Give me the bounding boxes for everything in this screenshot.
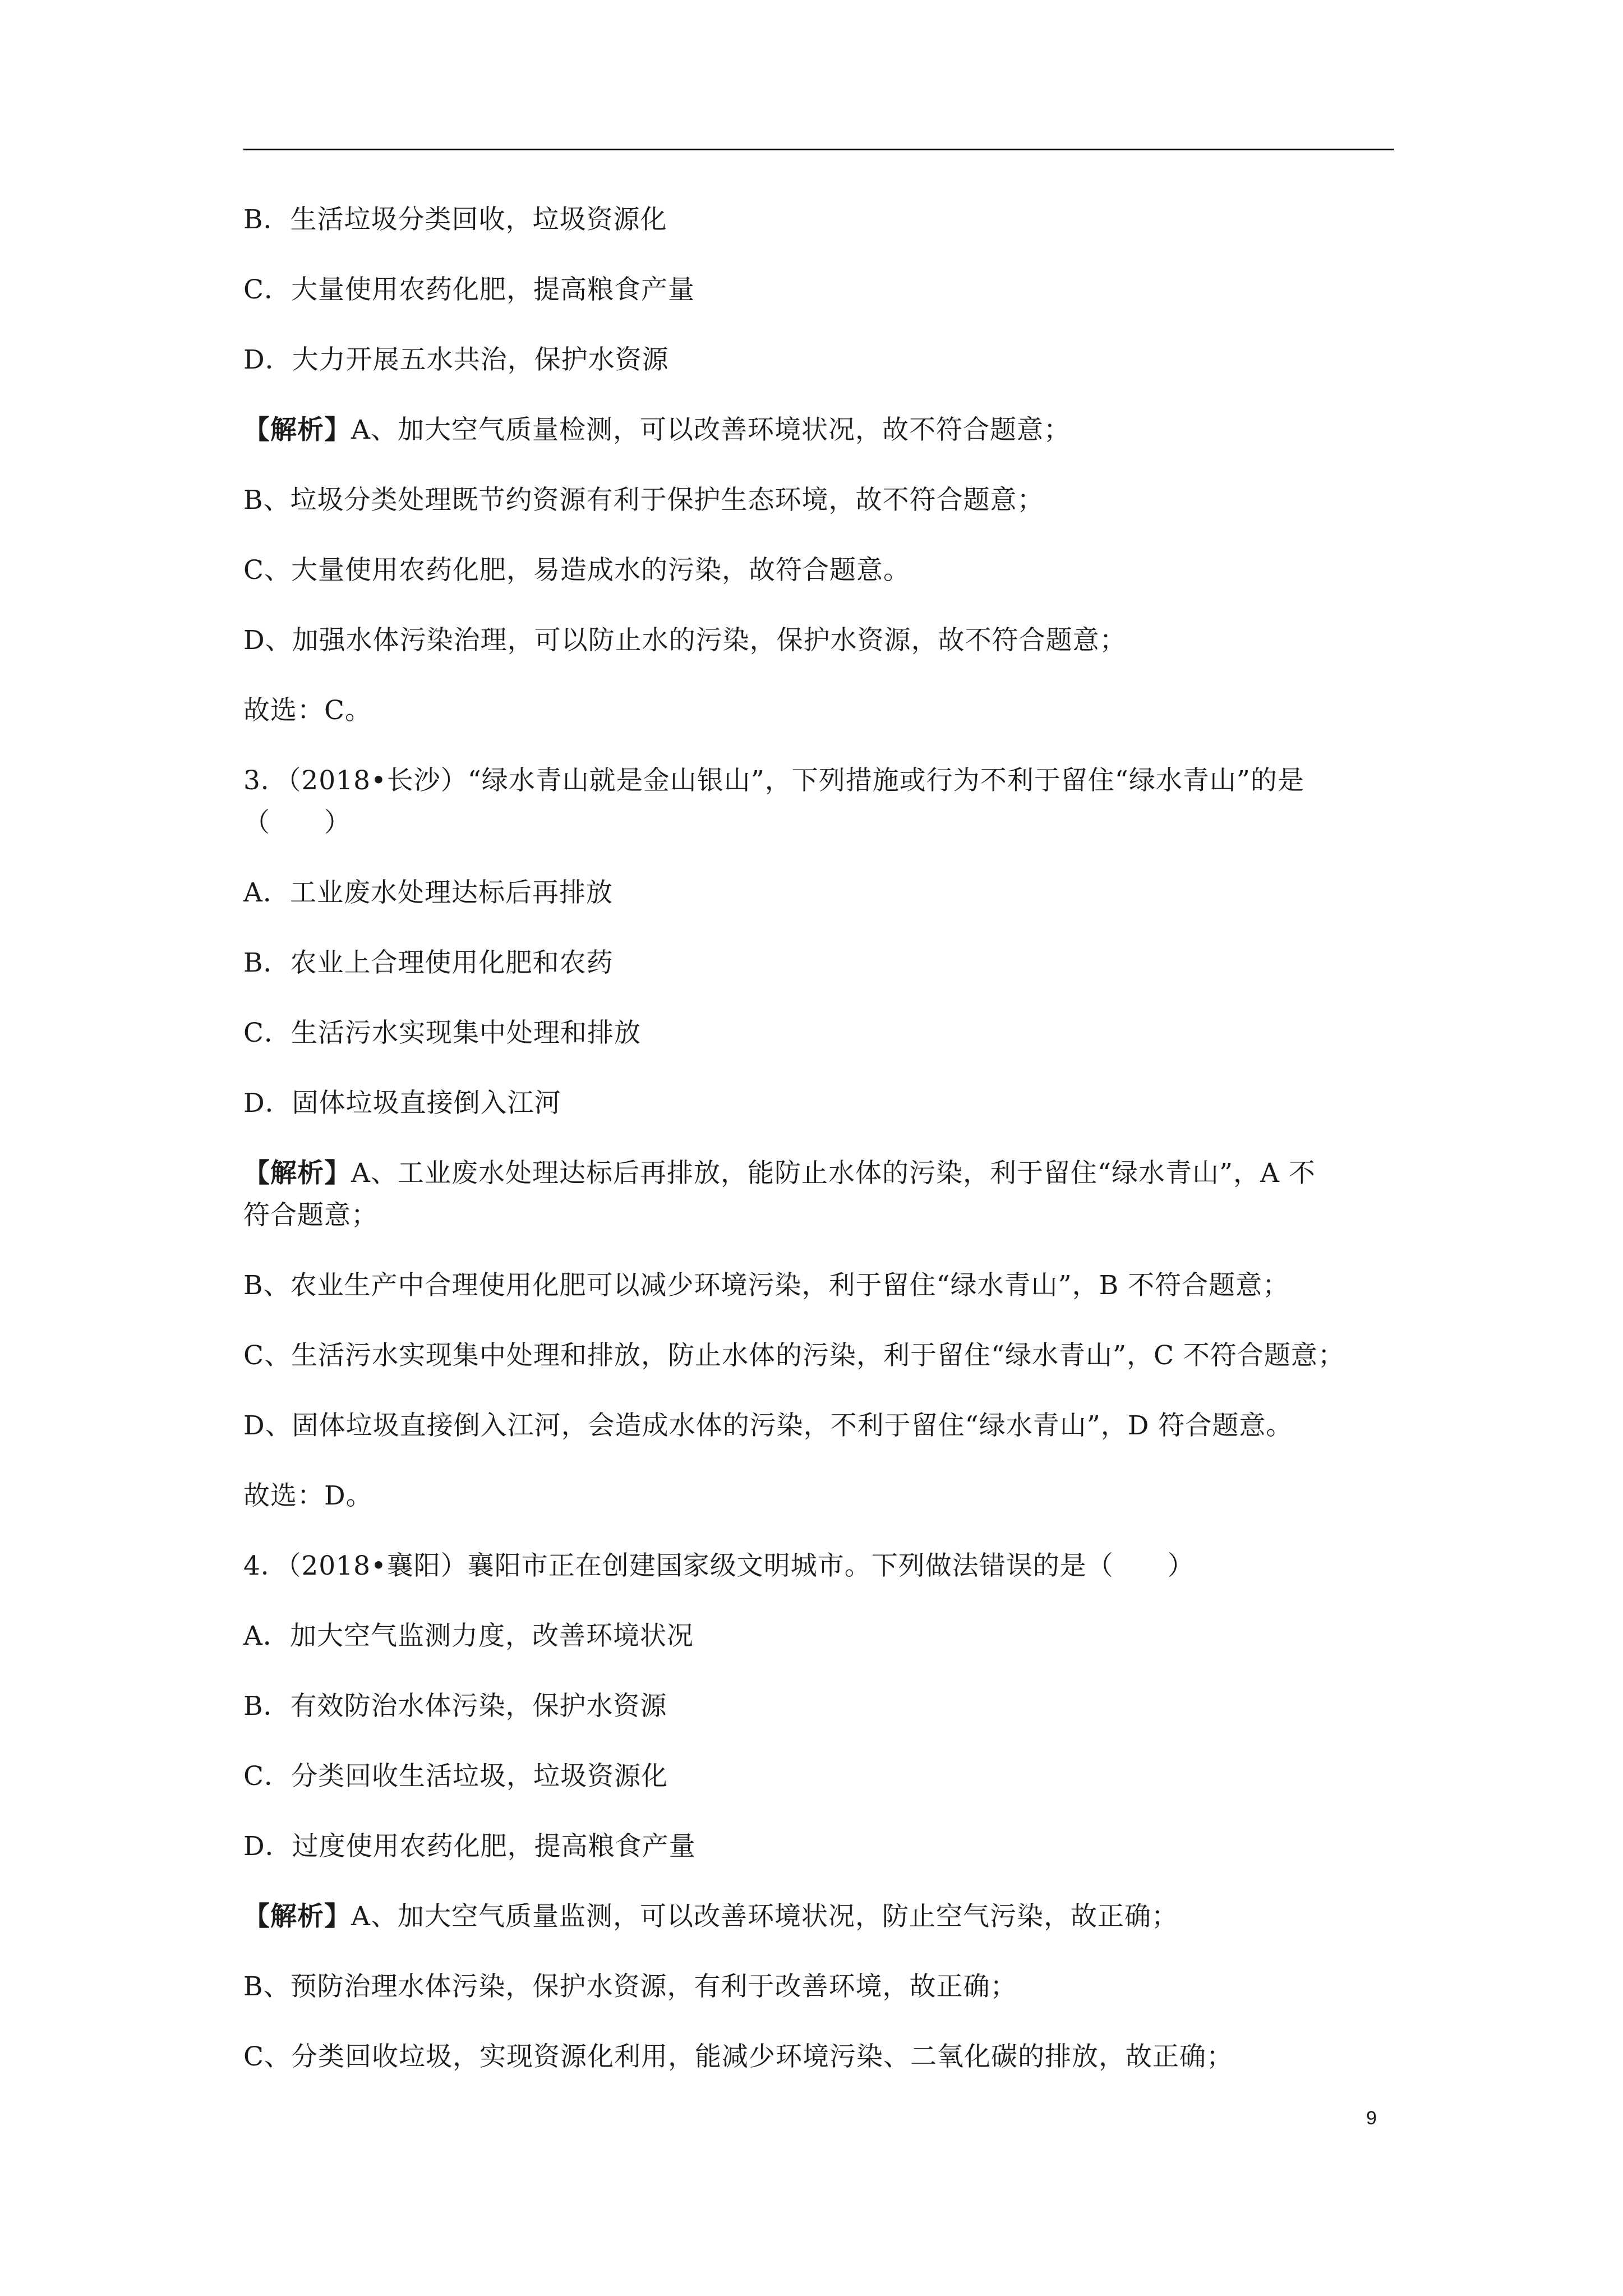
option-line: A．工业废水处理达标后再排放 [243, 877, 613, 908]
analysis-line: C、分类回收垃圾，实现资源化利用，能减少环境污染、二氧化碳的排放，故正确； [243, 2041, 1233, 2072]
option-line: D．大力开展五水共治，保护水资源 [243, 344, 669, 375]
analysis-line: 【解析】A、加大空气质量检测，可以改善环境状况，故不符合题意； [243, 415, 1071, 445]
question-line: 4．（2018•襄阳）襄阳市正在创建国家级文明城市。下列做法错误的是（ ） [243, 1550, 1195, 1581]
option-line: C．分类回收生活垃圾，垃圾资源化 [243, 1761, 668, 1792]
option-line: B．农业上合理使用化肥和农药 [243, 947, 614, 978]
analysis-line: B、预防治理水体污染，保护水资源，有利于改善环境，故正确； [243, 1971, 1017, 2002]
analysis-line: 【解析】A、加大空气质量监测，可以改善环境状况，防止空气污染，故正确； [243, 1901, 1178, 1932]
option-line: C．大量使用农药化肥，提高粮食产量 [243, 274, 695, 305]
option-line: B．有效防治水体污染，保护水资源 [243, 1691, 667, 1722]
option-line: A．加大空气监测力度，改善环境状况 [243, 1621, 694, 1651]
analysis-label: 【解析】 [243, 415, 351, 445]
page-number: 9 [1366, 2108, 1377, 2129]
option-line: B．生活垃圾分类回收，垃圾资源化 [243, 204, 667, 235]
analysis-line: B、垃圾分类处理既节约资源有利于保护生态环境，故不符合题意； [243, 485, 1044, 516]
analysis-line: D、固体垃圾直接倒入江河，会造成水体的污染，不利于留住“绿水青山”，D 符合题意。 [243, 1410, 1293, 1441]
question-line: （ ） [243, 807, 351, 838]
option-line: D．过度使用农药化肥，提高粮食产量 [243, 1831, 696, 1862]
analysis-line: 【解析】A、工业废水处理达标后再排放，能防止水体的污染，利于留住“绿水青山”，A 不 [243, 1158, 1316, 1189]
analysis-line: D、加强水体污染治理，可以防止水的污染，保护水资源，故不符合题意； [243, 625, 1127, 656]
analysis-line: C、生活污水实现集中处理和排放，防止水体的污染，利于留住“绿水青山”，C 不符合题意； [243, 1340, 1345, 1371]
analysis-label: 【解析】 [243, 1901, 351, 1932]
analysis-line: C、大量使用农药化肥，易造成水的污染，故符合题意。 [243, 555, 910, 586]
header-rule [243, 149, 1394, 150]
answer-line: 故选：C。 [243, 695, 372, 726]
option-line: C．生活污水实现集中处理和排放 [243, 1018, 641, 1048]
analysis-line: 符合题意； [243, 1200, 378, 1231]
answer-line: 故选：D。 [243, 1480, 373, 1511]
analysis-line: B、农业生产中合理使用化肥可以减少环境污染，利于留住“绿水青山”，B 不符合题意； [243, 1270, 1290, 1301]
option-line: D．固体垃圾直接倒入江河 [243, 1088, 561, 1119]
analysis-label: 【解析】 [243, 1158, 351, 1189]
question-line: 3．（2018•长沙）“绿水青山就是金山银山”，下列措施或行为不利于留住“绿水青山”的是 [243, 765, 1304, 796]
